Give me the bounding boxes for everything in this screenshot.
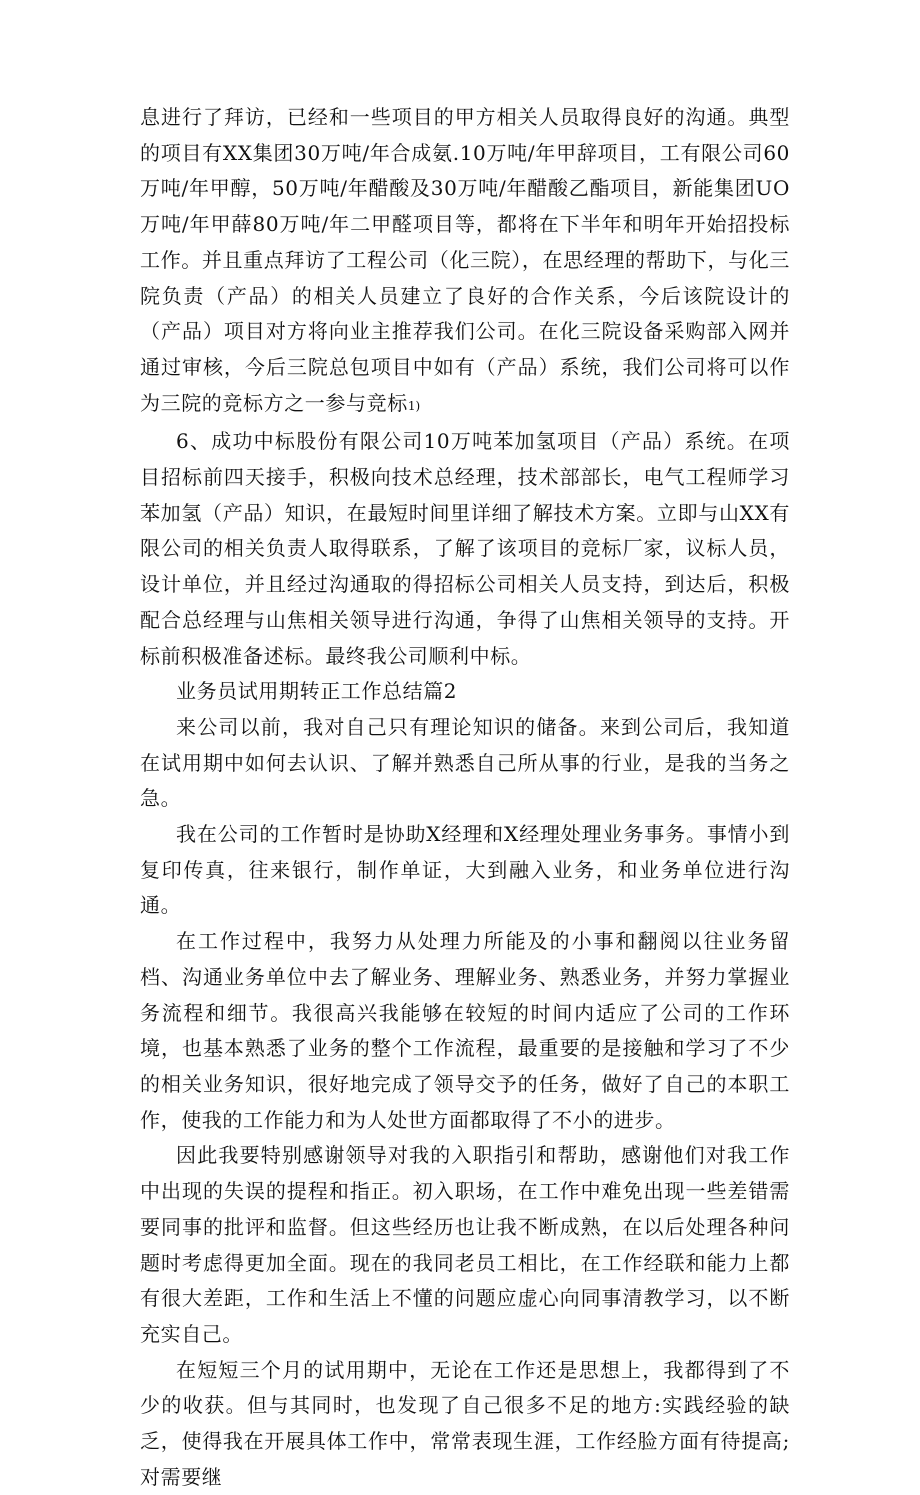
paragraph-visits [140,100,790,424]
body-paragraph-3: 在工作过程中，我努力从处理力所能及的小事和翻阅以往业务留档、沟通业务单位中去了解业务、理解业务、熟悉业务，并努力掌握业务流程和细节。我很高兴我能够在较短的时间内适应了公司的工作环境，也基本熟悉了业务的整个工作流程，最重要的是接触和学习了不少的相关业务知识，很好地完成了领导交予的任务，做好了自己的本职工作，使我的工作能力和为人处世方面都取得了不小的进步。 [140,929,790,1132]
body-paragraph-1: 来公司以前，我对自己只有理论知识的储备。来到公司后，我知道在试用期中如何去认识、了解并熟悉自己所从事的行业，是我的当务之急。 [140,714,790,811]
body-paragraph-5: 在短短三个月的试用期中，无论在工作还是思想上，我都得到了不少的收获。但与其同时，也发现了自己很多不足的地方:实践经验的缺乏，使得我在开展具体工作中，常常表现生涯，工作经脸方面有待提高;对需要继 [140,1357,790,1489]
body-paragraph-4: 因此我要特别感谢领导对我的入职指引和帮助，感谢他们对我工作中出现的失误的提程和指正。初入职场，在工作中难免出现一些差错需要同事的批评和监督。但这些经历也让我不断成熟，在以后处理各种问题时考虑得更加全面。现在的我同老员工相比，在工作经联和能力上都有很大差距，工作和生活上不懂的问题应虚心向同事清教学习，以不断充实自己。 [140,1143,790,1346]
paragraph-visits-tail: 1) [407,398,421,413]
paragraph-bid-win: 6、成功中标股份有限公司10万吨苯加氢项目（产品）系统。在项目招标前四天接手，积极向技术总经理，技术部部长，电气工程师学习苯加氢（产品）知识，在最短时间里详细了解技术方案。立即与山XX有限公司的相关负责人取得联系，了解了该项目的竞标厂家，议标人员，设计单位，并且经过沟通取的得招标公司相关人员支持，到达后，积极配合总经理与山焦相关领导进行沟通，争得了山焦相关领导的支持。开标前积极准备述标。最终我公司顺利中标。 [140,429,790,668]
paragraph-visits-text: 息进行了拜访，已经和一些项目的甲方相关人员取得良好的沟通。典型的项目有XX集团30万吨/年合成氨.10万吨/年甲辞项目，工有限公司60万吨/年甲醇，50万吨/年醋酸及30万吨/年醋酸乙酯项目，新能集团UO万吨/年甲薛80万吨/年二甲醛项目等，都将在下半年和明年开始招投标工作。并且重点拜访了工程公司（化三院），在思经理的帮助下，与化三院负责（产品）的相关人员建立了良好的合作关系，今后该院设计的（产品）项目对方将向业主推荐我们公司。在化三院设备采购部入网并通过审核，今后三院总包项目中如有（产品）系统，我们公司将可以作为三院的竞标方之一参与竞标 [140,105,790,415]
section-heading: 业务员试用期转正工作总结篇2 [176,679,458,704]
body-paragraph-2: 我在公司的工作暂时是协助X经理和X经理处理业务事务。事情小到复印传真，往来银行，制作单证，大到融入业务，和业务单位进行沟通。 [140,822,790,918]
document-body [140,100,790,1495]
